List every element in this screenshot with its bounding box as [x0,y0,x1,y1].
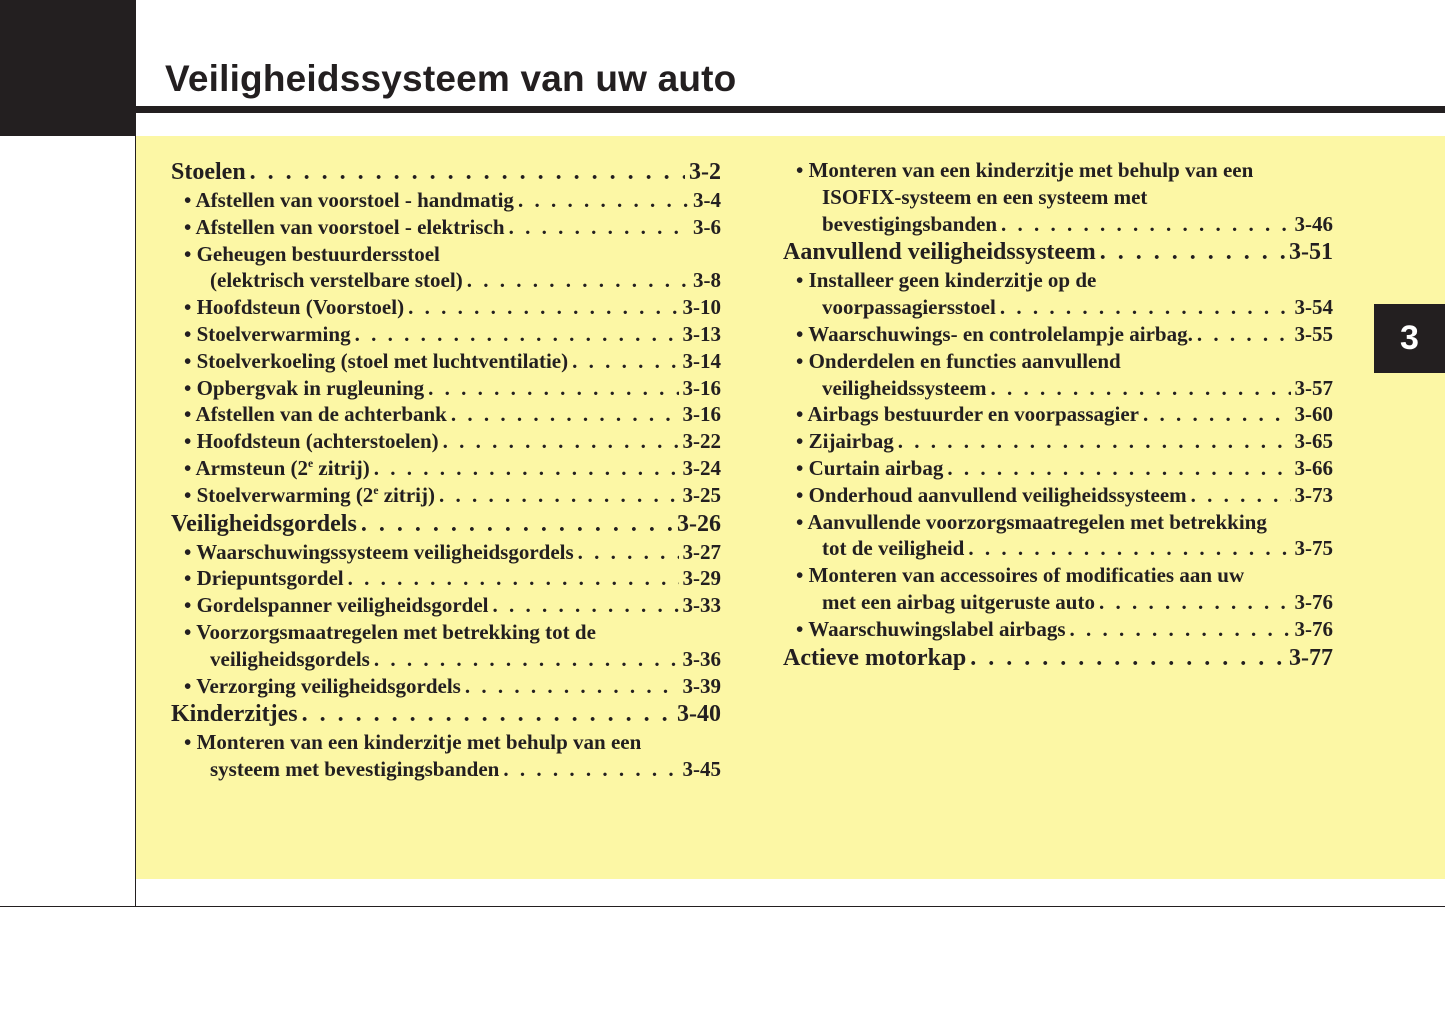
toc-entry[interactable] [783,455,1333,482]
dot-leader [898,428,1291,455]
toc-entry-title: (elektrisch verstelbare stoel) [210,268,463,293]
toc-section-entry[interactable] [783,643,1333,673]
toc-section-entry[interactable] [783,237,1333,267]
dot-leader [1197,321,1291,348]
toc-entry-title: veiligheidsgordels [210,646,370,671]
toc-entry-title: voorpassagiersstoel [822,295,996,320]
toc-entry-title: Aanvullend veiligheidssysteem [783,239,1096,266]
toc-page-number: 3-60 [1294,402,1333,427]
toc-entry-title: • Stoelverkoeling (stoel met luchtventilatie) [184,348,569,373]
toc-entry [783,562,1333,589]
toc-entry-title: • Zijairbag [796,429,894,454]
dot-leader [518,187,689,214]
dot-leader [509,214,689,241]
toc-section-entry[interactable] [171,157,721,187]
toc-entry[interactable] [783,375,1333,402]
toc-entry[interactable] [171,187,721,214]
toc-entry[interactable] [783,211,1333,238]
toc-page-number: 3-77 [1289,644,1333,671]
toc-entry[interactable] [171,401,721,428]
dot-leader [443,428,679,455]
toc-page-number: 3-66 [1294,455,1333,480]
toc-page-number: 3-25 [682,482,721,507]
toc-entry [783,157,1333,184]
toc-entry-title: systeem met bevestigingsbanden [210,757,500,782]
toc-page-number: 3-24 [682,455,721,480]
dot-leader [1001,211,1290,238]
toc-entry-title: • Gordelspanner veiligheidsgordel [184,593,489,618]
toc-entry[interactable] [783,401,1333,428]
toc-entry-title: bevestigingsbanden [822,211,998,236]
toc-entry[interactable] [171,294,721,321]
toc-entry[interactable] [171,592,721,619]
toc-entry [783,509,1333,536]
toc-page-number: 3-33 [682,593,721,618]
toc-entry[interactable] [171,348,721,375]
page-title: Veiligheidssysteem van uw auto [165,58,737,99]
toc-page-number: 3-75 [1294,536,1333,561]
toc-entry[interactable] [171,321,721,348]
dot-leader [1191,482,1291,509]
dot-leader [572,348,678,375]
dot-leader [302,699,673,729]
toc-entry-title: • Waarschuwingssysteem veiligheidsgordels [184,539,574,564]
dot-leader [1000,294,1291,321]
title-rule [136,106,1445,113]
toc-section-entry[interactable] [171,509,721,539]
toc-entry[interactable] [783,294,1333,321]
dot-leader [355,321,679,348]
toc-entry[interactable] [783,616,1333,643]
dot-leader [968,535,1290,562]
toc-page-number: 3-57 [1294,375,1333,400]
toc-entry[interactable] [171,455,721,482]
dot-leader [1100,237,1285,267]
toc-page-number: 3-16 [682,375,721,400]
dot-leader [465,673,679,700]
dot-leader [361,509,673,539]
toc-entry-title: • Installeer geen kinderzitje op de [796,268,1097,293]
toc-column-right [783,157,1333,673]
dot-leader [451,401,679,428]
chapter-corner-block [0,0,136,136]
toc-page-number: 3-55 [1294,321,1333,346]
dot-leader [947,455,1290,482]
toc-entry[interactable] [171,428,721,455]
toc-entry-title: • Voorzorgsmaatregelen met betrekking tot de [184,619,596,644]
toc-entry-title: • Monteren van een kinderzitje met behulp van een [796,158,1254,182]
toc-page-number: 3-14 [682,348,721,373]
toc-entry[interactable] [171,375,721,402]
dot-leader [250,157,685,187]
toc-entry[interactable] [783,428,1333,455]
toc-entry-title: • Afstellen van de achterbank [184,402,447,427]
toc-entry-title: • Afstellen van voorstoel - handmatig [184,188,514,212]
toc-page-number: 3-39 [682,673,721,698]
toc-entry [171,241,721,268]
toc-entry-title: • Stoelverwarming (2e zitrij) [184,482,435,507]
toc-entry-title: • Driepuntsgordel [184,566,344,591]
dot-leader [492,592,678,619]
toc-page-number: 3-16 [682,402,721,427]
dot-leader [1070,616,1291,643]
bottom-rule [0,906,1445,907]
toc-entry[interactable] [171,539,721,566]
toc-page-number: 3-73 [1294,482,1333,507]
dot-leader [374,455,679,482]
toc-entry-title: veiligheidssysteem [822,375,987,400]
toc-page-number: 3-2 [689,159,721,185]
toc-section-entry[interactable] [171,699,721,729]
toc-entry-title: • Hoofdsteun (achterstoelen) [184,429,439,454]
toc-entry-title: Stoelen [171,159,246,185]
toc-page-number: 3-40 [677,701,721,728]
toc-page-number: 3-54 [1294,295,1333,320]
toc-entry-title: • Onderhoud aanvullend veiligheidssysteem [796,482,1187,507]
dot-leader [990,375,1290,402]
toc-entry[interactable] [783,535,1333,562]
toc-entry[interactable] [171,756,721,783]
toc-entry-title: • Airbags bestuurder en voorpassagier [796,402,1139,427]
toc-entry[interactable] [783,482,1333,509]
toc-entry-title: • Armsteun (2e zitrij) [184,455,370,480]
toc-entry-title: Kinderzitjes [171,701,298,728]
toc-page-number: 3-29 [682,566,721,591]
toc-page-number: 3-26 [677,510,721,537]
toc-entry-title: Actieve motorkap [783,644,967,671]
left-margin-rule [135,136,136,907]
dot-leader [374,646,679,673]
toc-entry-title: • Opbergvak in rugleuning [184,375,425,400]
dot-leader [439,482,679,509]
toc-entry[interactable] [171,673,721,700]
toc-entry-title: • Geheugen bestuurdersstoel [184,241,440,266]
toc-page-number: 3-51 [1289,239,1333,266]
toc-page-number: 3-36 [682,646,721,671]
toc-page-number: 3-8 [693,268,721,293]
chapter-tab[interactable]: 3 [1374,304,1445,373]
toc-page-number: 3-13 [682,321,721,346]
toc-page-number: 3-27 [682,539,721,564]
dot-leader [348,565,679,592]
toc-entry-title: • Aanvullende voorzorgsmaatregelen met betrekking [796,509,1267,534]
toc-page-number: 3-45 [682,757,721,782]
toc-entry-title: • Waarschuwingslabel airbags [796,616,1066,641]
dot-leader [467,267,689,294]
toc-page-number: 3-22 [682,429,721,454]
toc-page-number: 3-76 [1294,616,1333,641]
toc-entry [783,348,1333,375]
toc-entry [783,184,1333,211]
dot-leader [428,375,678,402]
toc-entry[interactable] [171,482,721,509]
toc-page-number: 3-6 [693,214,721,239]
toc-entry [171,619,721,646]
toc-page-number: 3-10 [682,295,721,320]
toc-column-left [171,157,721,783]
toc-entry[interactable] [171,565,721,592]
toc-entry-title: ISOFIX-systeem en een systeem met [822,184,1148,209]
toc-entry[interactable] [783,589,1333,616]
dot-leader [970,643,1285,673]
toc-entry [783,267,1333,294]
toc-entry [171,729,721,756]
toc-entry-title: • Hoofdsteun (Voorstoel) [184,295,405,320]
dot-leader [1099,589,1291,616]
toc-page-number: 3-65 [1294,429,1333,454]
dot-leader [578,539,679,566]
toc-entry-title: • Verzorging veiligheidsgordels [184,673,461,698]
toc-entry[interactable] [171,646,721,673]
toc-entry-title: • Monteren van een kinderzitje met behulp van een [184,730,642,755]
dot-leader [408,294,678,321]
toc-entry-title: • Stoelverwarming [184,321,351,346]
toc-entry-title: • Curtain airbag [796,455,944,480]
toc-page-number: 3-76 [1294,589,1333,614]
toc-entry-title: • Monteren van accessoires of modificaties aan uw [796,563,1245,588]
toc-entry[interactable] [171,267,721,294]
toc-entry-title: • Onderdelen en functies aanvullend [796,348,1121,373]
dot-leader [1143,401,1291,428]
toc-entry-title: Veiligheidsgordels [171,510,357,537]
toc-entry-title: • Afstellen van voorstoel - elektrisch [184,214,505,239]
toc-entry[interactable] [171,214,721,241]
toc-entry[interactable] [783,321,1333,348]
toc-entry-title: met een airbag uitgeruste auto [822,589,1095,614]
toc-page-number: 3-46 [1294,211,1333,236]
toc-entry-title: tot de veiligheid [822,536,965,561]
dot-leader [503,756,678,783]
toc-entry-title: • Waarschuwings- en controlelampje airbag. [796,321,1193,346]
toc-page-number: 3-4 [693,188,721,212]
